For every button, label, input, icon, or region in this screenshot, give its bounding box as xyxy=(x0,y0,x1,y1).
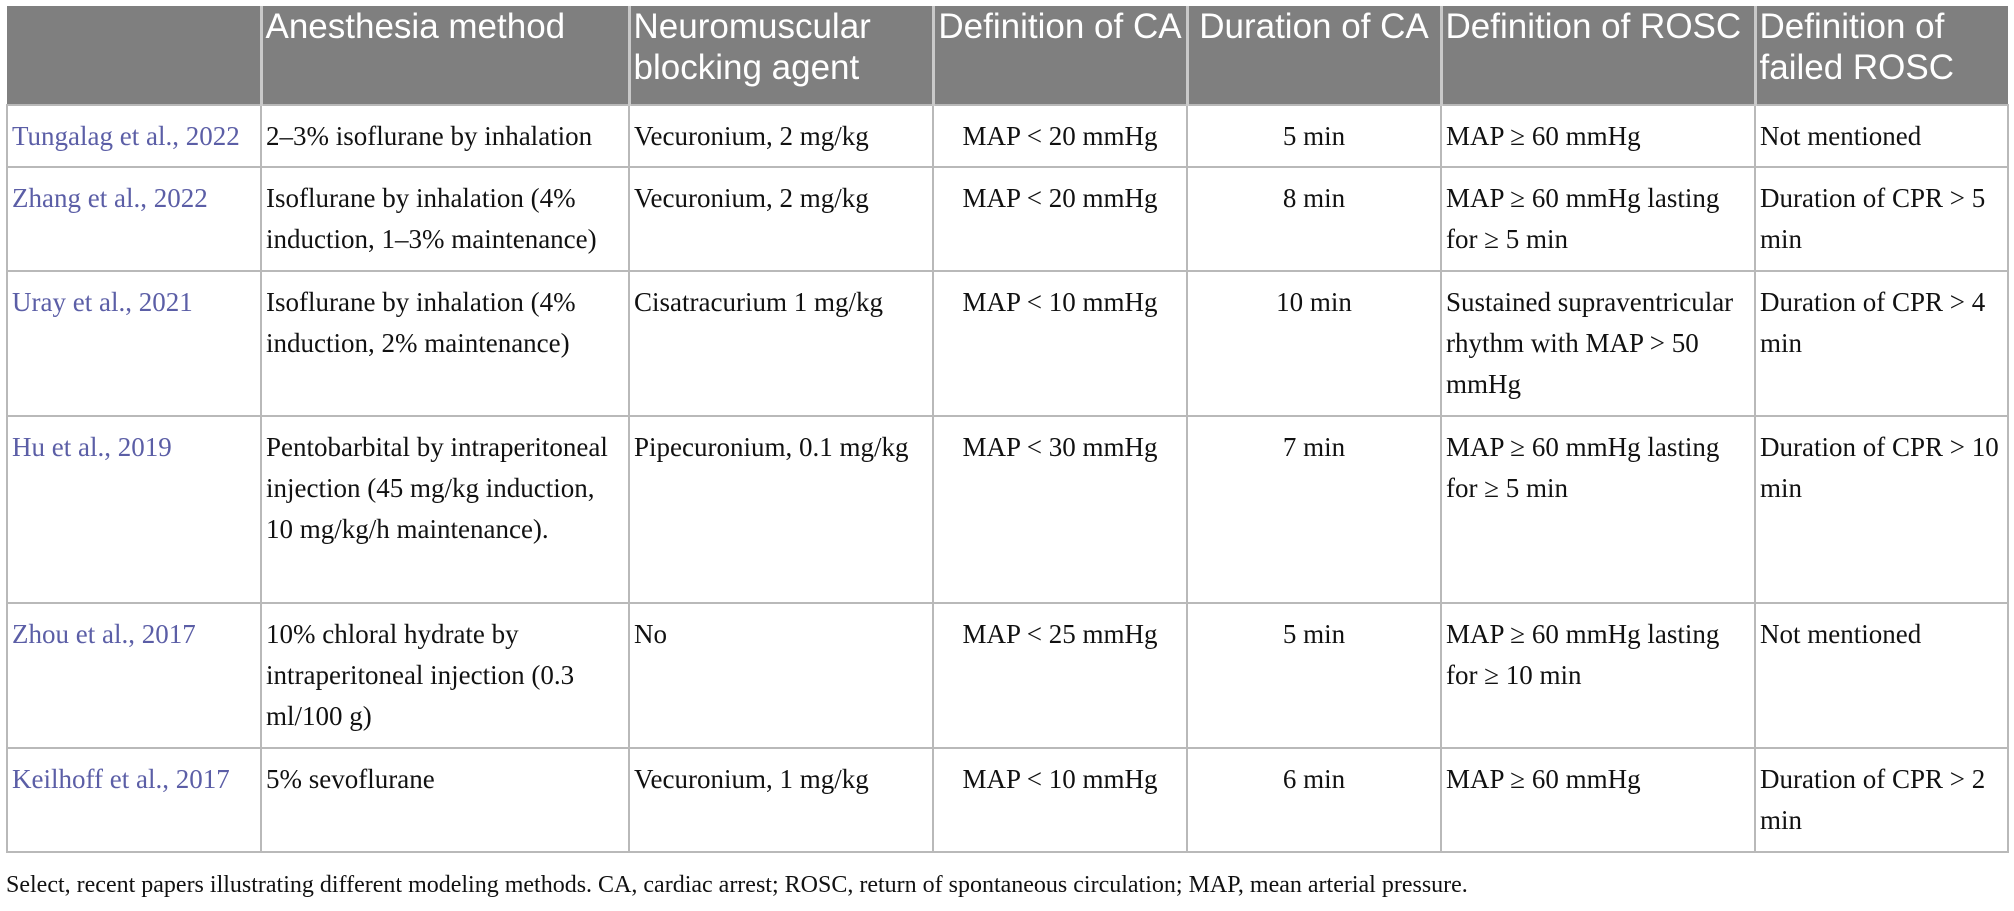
ca-definition-cell: MAP < 20 mmHg xyxy=(933,167,1187,271)
failed-rosc-cell: Not mentioned xyxy=(1755,603,2008,748)
study-citation-link[interactable] xyxy=(12,432,172,462)
header-study xyxy=(7,6,261,105)
ca-duration-cell: 7 min xyxy=(1187,416,1441,603)
study-citation-link[interactable] xyxy=(12,183,208,213)
study-cell xyxy=(7,105,261,167)
study-author: Keilhoff et al., xyxy=(12,764,176,794)
study-cell xyxy=(7,603,261,748)
study-citation-link[interactable] xyxy=(12,287,193,317)
study-year: 2022 xyxy=(185,121,240,151)
anesthesia-cell: 10% chloral hydrate by intraperitoneal injection (0.3 ml/100 g) xyxy=(261,603,629,748)
anesthesia-cell: Pentobarbital by intraperitoneal injection (45 mg/kg induction, 10 mg/kg/h maintenance). xyxy=(261,416,629,603)
ca-duration-cell: 5 min xyxy=(1187,603,1441,748)
anesthesia-cell: 2–3% isoflurane by inhalation xyxy=(261,105,629,167)
study-author: Tungalag et al., xyxy=(12,121,186,151)
failed-rosc-cell: Duration of CPR > 5 min xyxy=(1755,167,2008,271)
study-author: Hu et al., xyxy=(12,432,118,462)
studies-table xyxy=(6,6,2009,853)
header-row xyxy=(7,6,2008,105)
table-row xyxy=(7,105,2008,167)
failed-rosc-cell: Duration of CPR > 10 min xyxy=(1755,416,2008,603)
failed-rosc-cell: Not mentioned xyxy=(1755,105,2008,167)
ca-duration-cell: 5 min xyxy=(1187,105,1441,167)
study-year: 2017 xyxy=(141,619,196,649)
nmba-cell: Pipecuronium, 0.1 mg/kg xyxy=(629,416,933,603)
ca-definition-cell: MAP < 10 mmHg xyxy=(933,748,1187,852)
nmba-cell: Cisatracurium 1 mg/kg xyxy=(629,271,933,416)
study-citation-link[interactable] xyxy=(12,764,230,794)
failed-rosc-cell: Duration of CPR > 2 min xyxy=(1755,748,2008,852)
nmba-cell: Vecuronium, 2 mg/kg xyxy=(629,105,933,167)
header-neuromuscular-blocking-agent: Neuromuscular blocking agent xyxy=(629,6,933,105)
ca-definition-cell: MAP < 25 mmHg xyxy=(933,603,1187,748)
header-definition-of-ca: Definition of CA xyxy=(933,6,1187,105)
rosc-definition-cell: MAP ≥ 60 mmHg lasting for ≥ 5 min xyxy=(1441,167,1755,271)
study-cell xyxy=(7,748,261,852)
rosc-definition-cell: MAP ≥ 60 mmHg xyxy=(1441,748,1755,852)
header-definition-of-rosc: Definition of ROSC xyxy=(1441,6,1755,105)
rosc-definition-cell: MAP ≥ 60 mmHg xyxy=(1441,105,1755,167)
rosc-definition-cell: Sustained supraventricular rhythm with MAP > 50 mmHg xyxy=(1441,271,1755,416)
ca-duration-cell: 10 min xyxy=(1187,271,1441,416)
header-definition-of-failed-rosc: Definition of failed ROSC xyxy=(1755,6,2008,105)
nmba-cell: Vecuronium, 2 mg/kg xyxy=(629,167,933,271)
study-cell xyxy=(7,271,261,416)
study-cell xyxy=(7,416,261,603)
table-row xyxy=(7,167,2008,271)
table-row xyxy=(7,603,2008,748)
ca-definition-cell: MAP < 30 mmHg xyxy=(933,416,1187,603)
study-year: 2019 xyxy=(117,432,172,462)
ca-definition-cell: MAP < 20 mmHg xyxy=(933,105,1187,167)
header-duration-of-ca: Duration of CA xyxy=(1187,6,1441,105)
anesthesia-cell: 5% sevoflurane xyxy=(261,748,629,852)
study-year: 2021 xyxy=(138,287,193,317)
rosc-definition-cell: MAP ≥ 60 mmHg lasting for ≥ 10 min xyxy=(1441,603,1755,748)
anesthesia-cell: Isoflurane by inhalation (4% induction, 2% maintenance) xyxy=(261,271,629,416)
anesthesia-cell: Isoflurane by inhalation (4% induction, 1–3% maintenance) xyxy=(261,167,629,271)
table-row xyxy=(7,271,2008,416)
study-citation-link[interactable] xyxy=(12,121,240,151)
failed-rosc-cell: Duration of CPR > 4 min xyxy=(1755,271,2008,416)
ca-duration-cell: 8 min xyxy=(1187,167,1441,271)
study-year: 2022 xyxy=(153,183,208,213)
table-row xyxy=(7,748,2008,852)
table-caption: Select, recent papers illustrating different modeling methods. CA, cardiac arrest; ROSC, return of spontaneous circulation; MAP, mean arterial pressure. xyxy=(6,872,1468,898)
study-author: Uray et al., xyxy=(12,287,139,317)
study-author: Zhou et al., xyxy=(12,619,142,649)
study-cell xyxy=(7,167,261,271)
ca-definition-cell: MAP < 10 mmHg xyxy=(933,271,1187,416)
table-row xyxy=(7,416,2008,603)
study-citation-link[interactable] xyxy=(12,619,196,649)
nmba-cell: Vecuronium, 1 mg/kg xyxy=(629,748,933,852)
study-year: 2017 xyxy=(175,764,230,794)
study-author: Zhang et al., xyxy=(12,183,154,213)
ca-duration-cell: 6 min xyxy=(1187,748,1441,852)
rosc-definition-cell: MAP ≥ 60 mmHg lasting for ≥ 5 min xyxy=(1441,416,1755,603)
nmba-cell: No xyxy=(629,603,933,748)
header-anesthesia-method: Anesthesia method xyxy=(261,6,629,105)
